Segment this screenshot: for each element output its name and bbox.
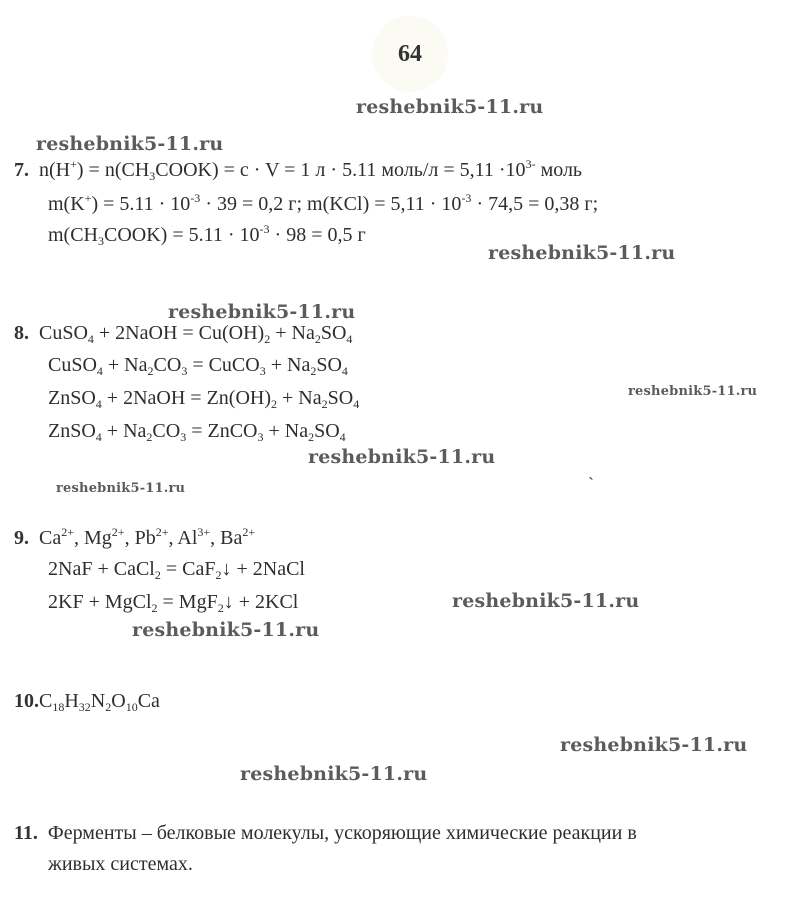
watermark: reshebnik5-11.ru [132,619,320,641]
page-number: 64 [372,16,448,92]
watermark: reshebnik5-11.ru [240,763,428,785]
task-7-line-2: $m(K^+) = 5.11 \cdot 10^{-3} \cdot 39 = 0,2$ г; $m(KCl) = 5,11 \cdot 10^{-3} \cdot 74,5 = 0,38$ г; [48,191,599,215]
task-7-line-3: $m(CH_3COOK) = 5.11 \cdot 10^{-3} \cdot 98 = 0,5$ г [48,222,366,248]
task-9-line-3: 2KF + MgCl$_2$ = MgF$_2$↓ + 2KCl [48,591,299,615]
task-8-line-4: ZnSO$_4$ + $Na_2CO_3$ = ZnCO$_3$ + $Na_2SO_4$ [48,420,346,444]
task-number: 7. [14,159,29,181]
watermark: reshebnik5-11.ru [452,590,640,612]
watermark: reshebnik5-11.ru [560,734,748,756]
task-11-line-2: живых системах. [48,853,193,875]
task-7-line-1: 7. $n(H^+) = n(CH_3COOK) = c \cdot V = 1$ л · 5.11 моль/л = $5,11 \cdot 10^{3-}$ моль [14,157,583,183]
watermark: reshebnik5-11.ru [56,481,186,496]
task-10-line-1: $10.C_{18}H_{32}N_2O_{10}Ca$ [14,690,160,714]
task-8-line-1: 8. CuSO$_4$ + 2NaOH = $Cu(OH)_2 + Na_2SO_4$ [14,322,353,346]
watermark: reshebnik5-11.ru [36,133,224,155]
task-9-line-2: 2NaF + CaCl$_2$ = CaF$_2$↓ + 2NaCl [48,558,305,582]
task-9-line-1: 9. $Ca^{2+}$, $Mg^{2+}$, $Pb^{2+}$, $Al^{3+}$, $Ba^{2+}$ [14,525,256,549]
task-number: 8. [14,322,29,344]
stray-mark: ˎ [588,460,594,480]
watermark: reshebnik5-11.ru [488,242,676,264]
task-number: 11. [14,822,38,844]
task-number: 10. [14,690,39,712]
task-8-line-3: ZnSO$_4$ + 2NaOH = $Zn(OH)_2 + Na_2SO_4$ [48,387,360,411]
watermark: reshebnik5-11.ru [308,446,496,468]
watermark: reshebnik5-11.ru [628,384,758,399]
task-11-line-1: 11. Ферменты – белковые молекулы, ускоряющие химические реакции в [14,822,637,844]
watermark: reshebnik5-11.ru [168,301,356,323]
watermark: reshebnik5-11.ru [356,96,544,118]
task-number: 9. [14,527,29,549]
task-8-line-2: CuSO$_4$ + $Na_2CO_3$ = CuCO$_3$ + $Na_2SO_4$ [48,354,348,378]
